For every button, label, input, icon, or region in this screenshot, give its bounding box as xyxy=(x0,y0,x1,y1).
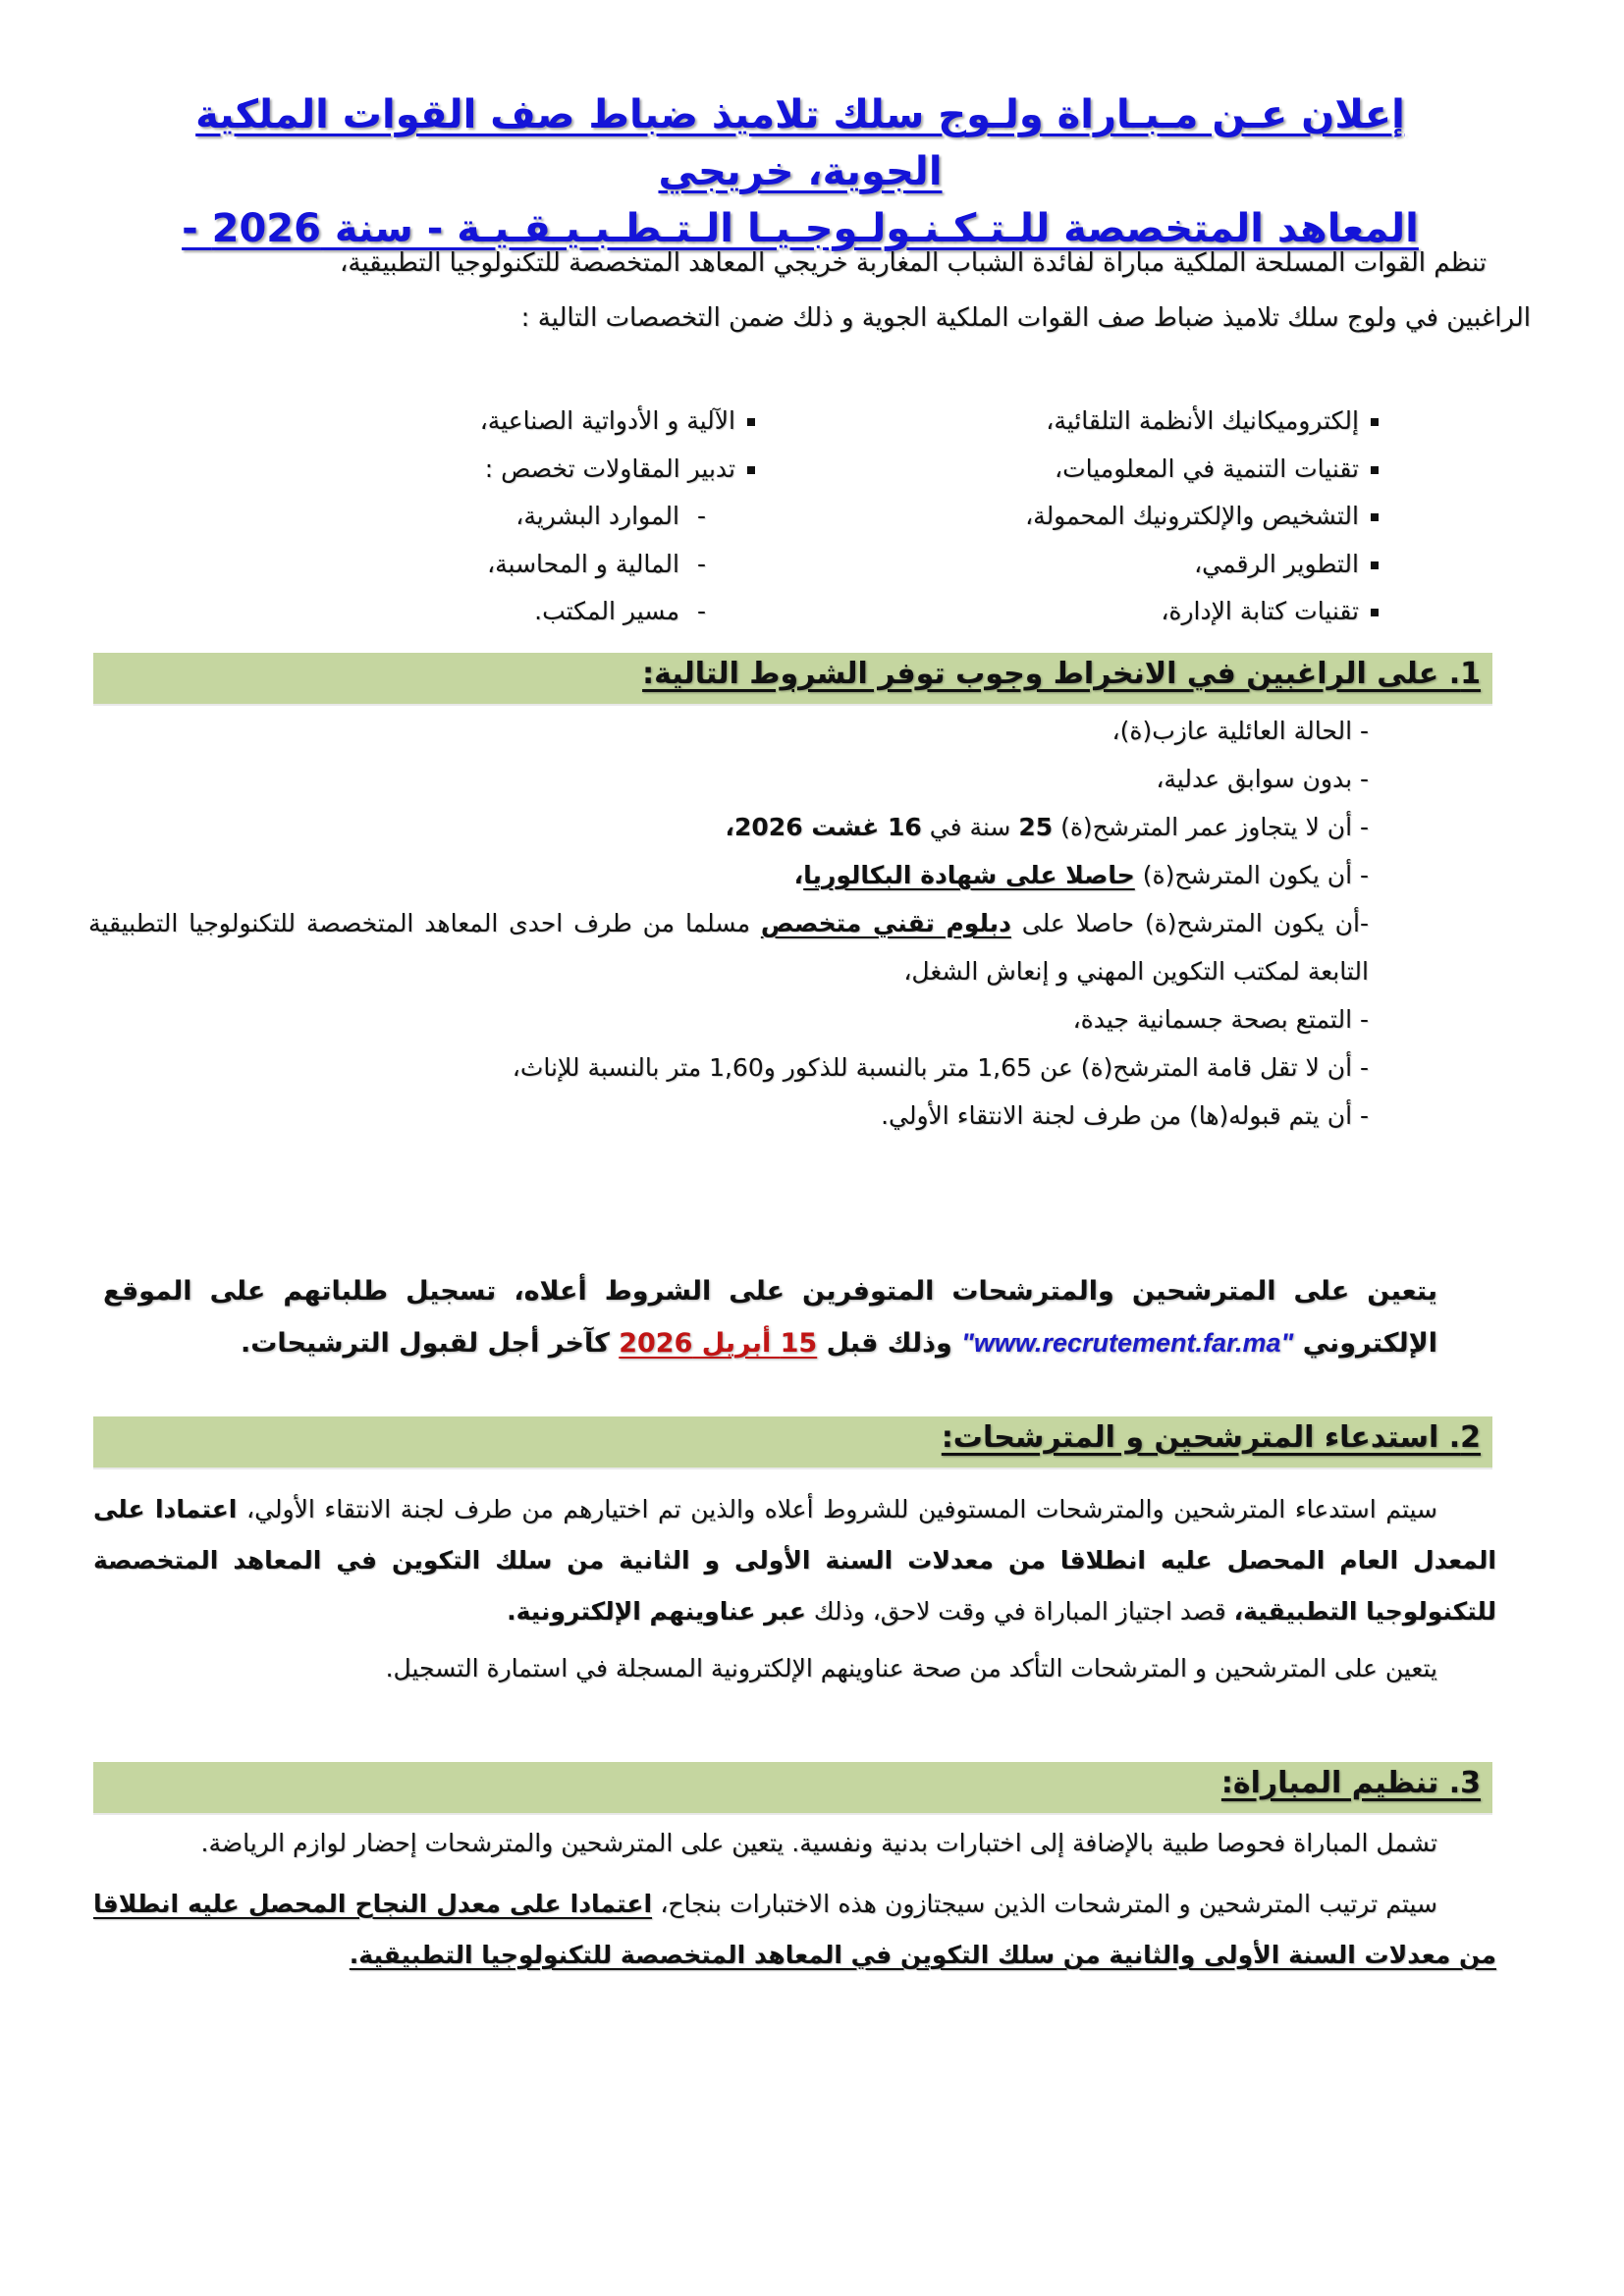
specialty-item: تدبير المقاولات تخصص : xyxy=(323,446,755,494)
specialty-item: تقنيات التنمية في المعلوميات، xyxy=(907,446,1379,494)
specialty-item: الآلية و الأدواتية الصناعية، xyxy=(323,398,755,446)
section-3-paragraph-1: تشمل المباراة فحوصا طبية بالإضافة إلى اختبارات بدنية ونفسية. يتعين على المترشحين والمترشحات إحضار لوازم الرياضة. xyxy=(200,1829,1437,1857)
conditions-list xyxy=(88,707,1369,1140)
intro-paragraph xyxy=(98,236,1531,346)
section-3-title: 3. تنظيم المباراة: xyxy=(1220,1766,1481,1800)
age-date: 16 غشت 2026 xyxy=(734,813,922,841)
condition-item: - أن لا تقل قامة المترشح(ة) عن 1,65 متر بالنسبة للذكور و1,60 متر بالنسبة للإناث، xyxy=(512,1053,1369,1082)
specialties-list-left xyxy=(323,398,755,636)
section-3-header xyxy=(93,1762,1492,1815)
bullet-icon xyxy=(747,466,755,474)
section-2-paragraph-1: سيتم استدعاء المترشحين والمترشحات المستوفين للشروط أعلاه والذين تم اختيارهم من طرف لجنة الانتقاء الأولي، اعتمادا على المعدل العام المحصل عليه انطلاقا من معدلات السنة الأولى و الثانية من سلك التكوين في المعاهد المتخصصة للتكنولوجيا التطبيقية، قصد اجتياز المباراة في وقت لاحق، وذلك عبر عناوينهم الإلكترونية. xyxy=(93,1495,1496,1626)
bullet-icon xyxy=(1371,561,1379,569)
bullet-icon xyxy=(1371,513,1379,521)
specialty-item: التطوير الرقمي، xyxy=(907,541,1379,589)
bullet-icon xyxy=(1371,609,1379,616)
condition-item: - التمتع بصحة جسمانية جيدة، xyxy=(1072,1005,1369,1034)
registration-notice: يتعين على المترشحين والمترشحات المتوفرين على الشروط أعلاه، تسجيل طلباتهم على الموقع الإلكتروني "www.recrutement.far.ma" وذلك قبل 15 أبريل 2026 كآخر أجل لقبول الترشيحات. xyxy=(103,1276,1437,1359)
bullet-icon xyxy=(1371,466,1379,474)
registration-deadline: 15 أبريل 2026 xyxy=(619,1328,818,1359)
section-1-title: 1. على الراغبين في الانخراط وجوب توفر الشروط التالية: xyxy=(642,657,1481,691)
title-line-1: إعلان عـن مـبـاراة ولـوج سلك تلاميذ ضباط صف القوات الملكية الجوية، خريجي xyxy=(195,92,1405,194)
diploma-requirement: دبلوم تقني متخصص xyxy=(760,909,1011,937)
sub-specialty-item: -الموارد البشرية، xyxy=(323,493,755,541)
intro-line-2: الراغبين في ولوج سلك تلاميذ ضباط صف القوات الملكية الجوية و ذلك ضمن التخصصات التالية : xyxy=(520,303,1531,333)
condition-item: - الحالة العائلية عازب(ة)، xyxy=(1111,717,1369,745)
section-1-header xyxy=(93,653,1492,706)
condition-item: -أن يكون المترشح(ة) حاصلا على دبلوم تقني متخصص مسلما من طرف احدى المعاهد المتخصصة للتكنولوجيا التطبيقية التابعة لمكتب التكوين المهني و إنعاش الشغل، xyxy=(88,909,1369,986)
sub-specialty-item: -المالية و المحاسبة، xyxy=(323,541,755,589)
baccalaureate-requirement: حاصلا على شهادة البكالوريا xyxy=(803,861,1135,889)
bullet-icon xyxy=(747,418,755,426)
section-3-body xyxy=(93,1818,1496,1981)
bullet-icon xyxy=(1371,418,1379,426)
section-3-paragraph-2: سيتم ترتيب المترشحين و المترشحات الذين سيجتازون هذه الاختبارات بنجاح، اعتمادا على معدل النجاح المحصل عليه انطلاقا من معدلات السنة الأولى والثانية من سلك التكوين في المعاهد المتخصصة للتكنولوجيا التطبيقية. xyxy=(93,1890,1496,1969)
title-line-2: المعاهد المتخصصة للـتـكـنـولـوجـيـا الـتـطـبـيـقـيـة - سنة 2026 - xyxy=(182,206,1419,251)
section-2-title: 2. استدعاء المترشحين و المترشحات: xyxy=(941,1420,1481,1455)
age-limit: 25 xyxy=(1018,813,1054,841)
specialty-item: التشخيص والإلكترونيك المحمولة، xyxy=(907,493,1379,541)
dash-icon: - xyxy=(696,597,706,625)
condition-item: - أن يتم قبوله(ها) من طرف لجنة الانتقاء الأولي. xyxy=(881,1101,1369,1130)
condition-item: - بدون سوابق عدلية، xyxy=(1156,765,1369,793)
condition-item: - أن يكون المترشح(ة) حاصلا على شهادة البكالوريا، xyxy=(793,861,1369,889)
sub-specialty-item: -مسير المكتب. xyxy=(323,588,755,636)
intro-line-1: تنظم القوات المسلحة الملكية مباراة لفائدة الشباب المغاربة خريجي المعاهد المتخصصة للتكنولوجيا التطبيقية، xyxy=(340,248,1487,278)
specialty-item: إلكتروميكانيك الأنظمة التلقائية، xyxy=(907,398,1379,446)
specialties-list-right xyxy=(907,398,1379,636)
condition-item: - أن لا يتجاوز عمر المترشح(ة) 25 سنة في 16 غشت 2026، xyxy=(725,813,1369,841)
dash-icon: - xyxy=(696,549,706,578)
section-2-body xyxy=(93,1484,1496,1694)
specialty-item: تقنيات كتابة الإدارة، xyxy=(907,588,1379,636)
announcement-title xyxy=(147,86,1453,257)
registration-website-link[interactable]: "www.recrutement.far.ma" xyxy=(961,1328,1294,1358)
section-2-header xyxy=(93,1416,1492,1469)
section-2-paragraph-2: يتعين على المترشحين و المترشحات التأكد من صحة عناوينهم الإلكترونية المسجلة في استمارة التسجيل. xyxy=(385,1654,1437,1682)
dash-icon: - xyxy=(696,502,706,530)
